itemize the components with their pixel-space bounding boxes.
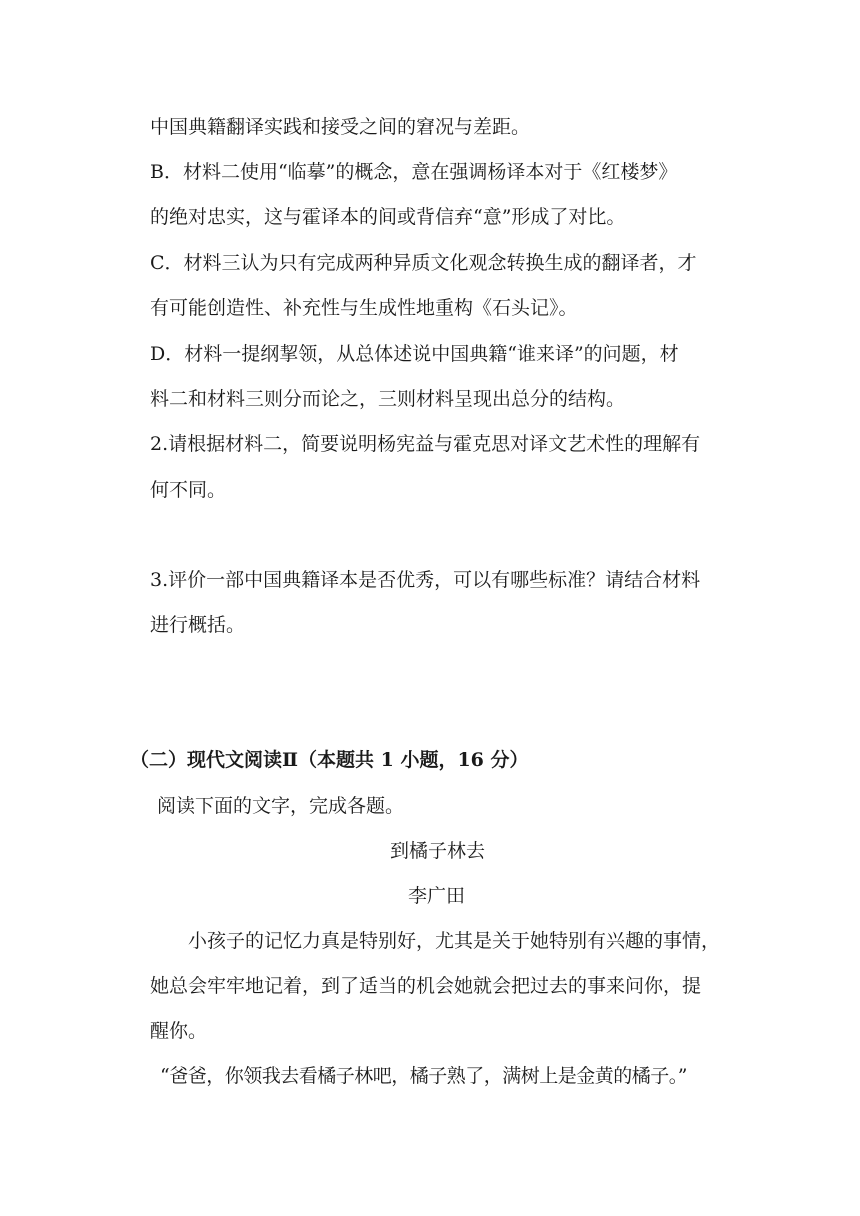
option-d-line-2: 料二和材料三则分而论之，三则材料呈现出总分的结构。	[150, 388, 626, 410]
paragraph-2: “爸爸，你领我去看橘子林吧，橘子熟了，满树上是金黄的橘子。”	[160, 1065, 687, 1087]
paragraph-1-line-3: 醒你。	[150, 1020, 208, 1042]
option-d-line-1: D．材料一提纲挈领，从总体述说中国典籍“谁来译”的问题，材	[150, 343, 679, 365]
option-b-line-2: 的绝对忠实，这与霍译本的间或背信弃“意”形成了对比。	[150, 206, 626, 228]
option-b-line-1: B．材料二使用“临摹”的概念，意在强调杨译本对于《红楼梦》	[150, 161, 678, 183]
instruction-text: 阅读下面的文字，完成各题。	[157, 795, 405, 817]
question-2-line-2: 何不同。	[150, 479, 227, 501]
question-2-line-1: 2.请根据材料二，简要说明杨宪益与霍克思对译文艺术性的理解有	[150, 433, 701, 455]
question-3-line-1: 3.评价一部中国典籍译本是否优秀，可以有哪些标准？请结合材料	[150, 569, 701, 591]
paragraph-1-line-1: 小孩子的记忆力真是特别好，尤其是关于她特别有兴趣的事情，	[188, 930, 721, 952]
option-c-line-1: C．材料三认为只有完成两种异质文化观念转换生成的翻译者，才	[150, 252, 697, 274]
question-3-line-2: 进行概括。	[150, 614, 246, 636]
paragraph-1-line-2: 她总会牢牢地记着，到了适当的机会她就会把过去的事来问你，提	[150, 975, 702, 997]
text-line: 中国典籍翻译实践和接受之间的窘况与差距。	[150, 116, 531, 138]
article-author: 李广田	[408, 885, 466, 907]
article-title: 到橘子林去	[390, 840, 486, 862]
section-heading: （二）现代文阅读Ⅱ（本题共 1 小题，16 分）	[130, 749, 529, 771]
option-c-line-2: 有可能创造性、补充性与生成性地重构《石头记》。	[150, 297, 578, 319]
